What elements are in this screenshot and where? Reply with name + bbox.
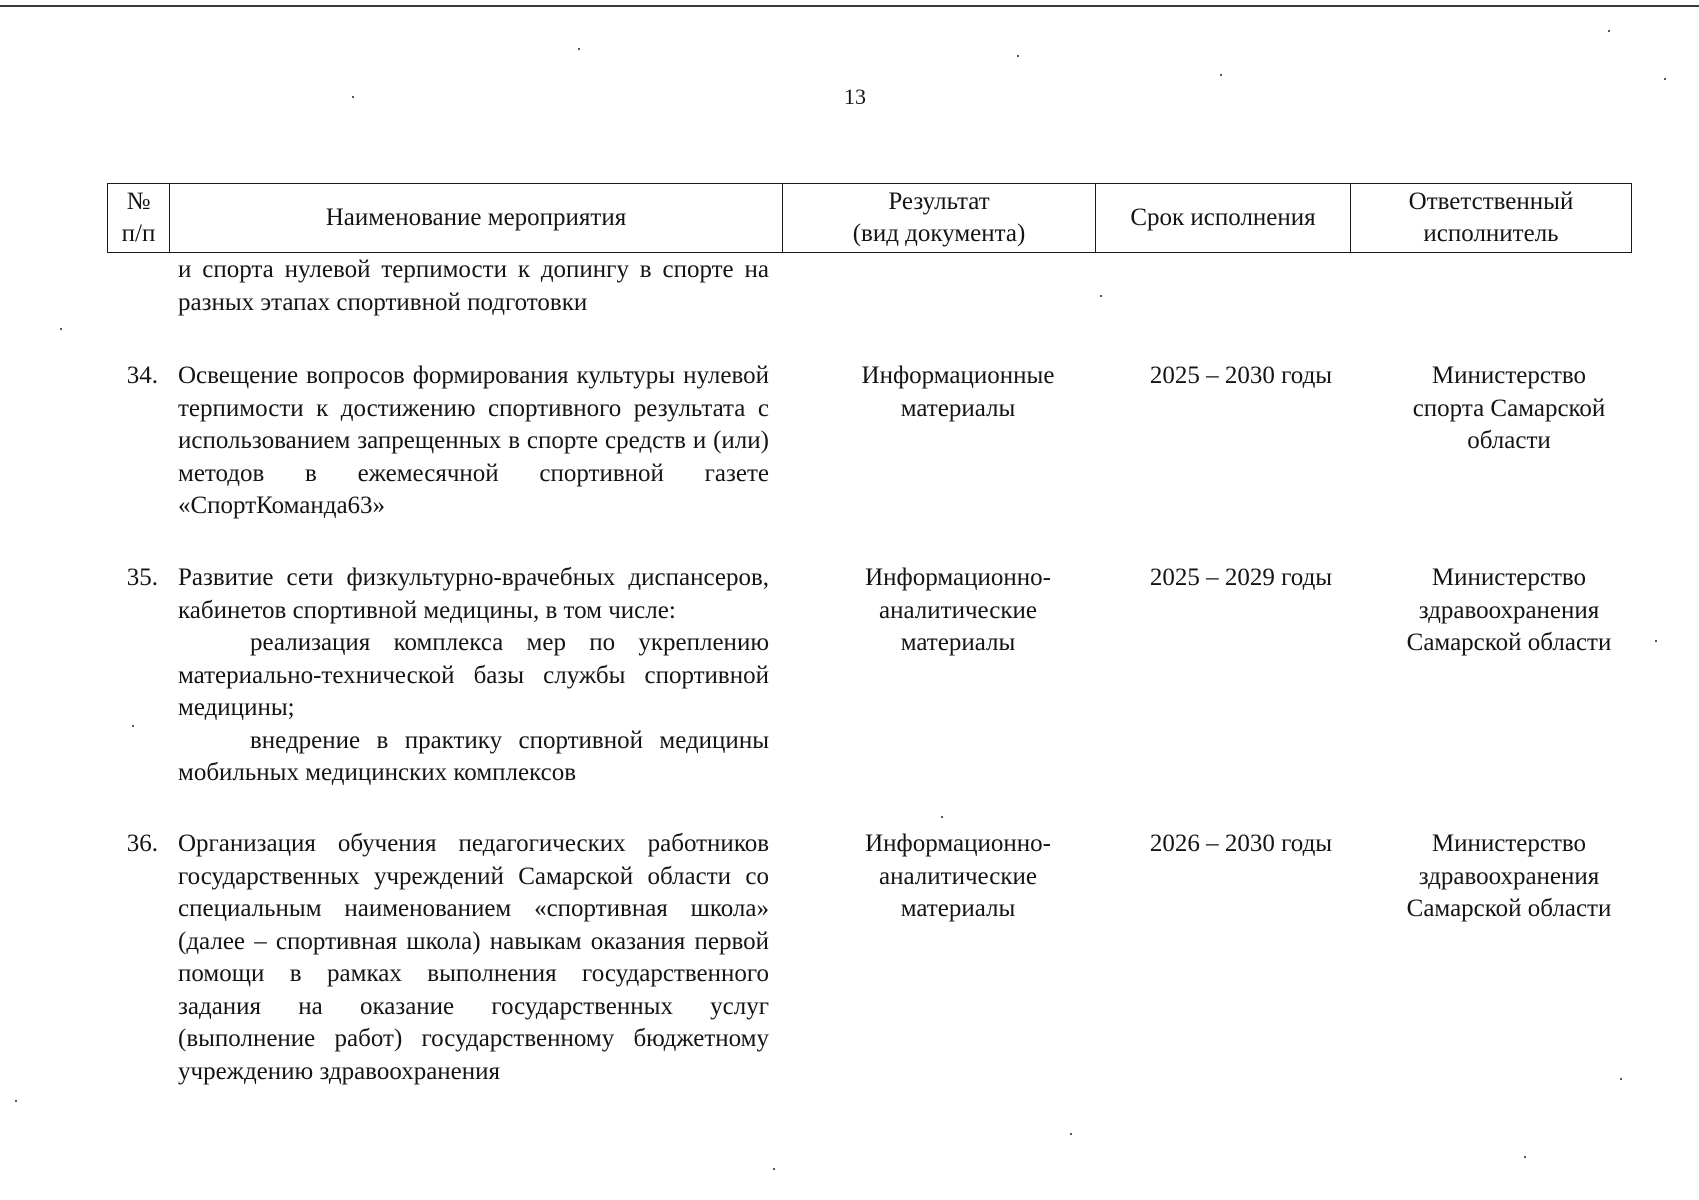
scan-speck: [1100, 295, 1102, 297]
scan-speck: [1220, 74, 1222, 76]
row-responsible-line: области: [1467, 427, 1551, 454]
row-result-line: материалы: [900, 895, 1016, 922]
header-responsible: [1351, 184, 1632, 253]
scan-speck: [1524, 1156, 1526, 1158]
scan-speck: [773, 1168, 775, 1170]
header-term-label: Срок исполнения: [1130, 204, 1316, 231]
scan-speck: [1608, 30, 1610, 32]
scan-speck: [1620, 1078, 1622, 1080]
row-responsible-line: Самарской области: [1406, 895, 1612, 922]
row-name-paragraph: Организация обучения педагогических работников государственных учреждений Самарской области со специальным наименованием «спортивная школа» (далее – спортивная школа) навыкам оказания первой помощи в рамках выполнения государственного задания на оказание государственных услуг (выполнение работ) государственному бюджетному учреждению здравоохранения: [178, 830, 769, 1085]
row-name-paragraph: реализация комплекса мер по укреплению материально-технической базы службы спортивной медицины;: [178, 629, 769, 721]
scan-speck: [60, 328, 62, 330]
row-result-line: Информационные: [861, 362, 1055, 389]
scan-speck: [1017, 55, 1019, 57]
row-result-line: аналитические: [879, 862, 1037, 890]
row-number: 36.: [126, 830, 158, 857]
row-name-paragraph: и спорта нулевой терпимости к допингу в спорте на разных этапах спортивной подготовки: [178, 256, 769, 316]
header-name-label: Наименование мероприятия: [325, 204, 627, 231]
row-responsible-line: здравоохранения: [1418, 596, 1600, 624]
header-result-line-2: (вид документа): [852, 220, 1026, 247]
row-name: [178, 254, 769, 319]
scan-speck: [941, 816, 943, 818]
row-name-paragraph: Освещение вопросов формирования культуры нулевой терпимости к достижению спортивного результата с использованием запрещенных в спорте средств и (или) методов в ежемесячной спортивной газете «СпортКоманда63»: [178, 362, 769, 519]
page-number: 13: [844, 84, 866, 109]
scan-speck: [1070, 1133, 1072, 1135]
row-responsible: [1368, 562, 1650, 660]
header-responsible-line-2: исполнитель: [1423, 220, 1559, 247]
row-name: [178, 360, 769, 523]
row-responsible-line: Министерство: [1431, 830, 1587, 857]
row-result-line: Информационно-: [865, 830, 1051, 857]
scan-speck: [1664, 78, 1666, 80]
row-result-line: аналитические: [879, 596, 1037, 624]
header-number-line-2: п/п: [121, 220, 156, 247]
scan-speck: [352, 96, 354, 98]
row-result-line: Информационно-: [865, 564, 1051, 591]
scan-speck: [15, 1100, 17, 1102]
header-number: [108, 184, 170, 253]
header-result-line-1: Результат: [888, 188, 990, 215]
row-name-paragraph: Развитие сети физкультурно-врачебных диспансеров, кабинетов спортивной медицины, в том числе:: [178, 564, 769, 624]
row-responsible-line: здравоохранения: [1418, 862, 1600, 890]
row-result: [802, 562, 1114, 660]
row-name-paragraph: внедрение в практику спортивной медицины мобильных медицинских комплексов: [178, 726, 769, 786]
row-term: 2025 – 2030 годы: [1149, 362, 1333, 389]
header-number-line-1: №: [126, 188, 151, 215]
page-top-rule: [0, 5, 1699, 7]
row-responsible: [1368, 360, 1650, 458]
row-result: [802, 360, 1114, 425]
header-responsible-line-1: Ответственный: [1408, 188, 1574, 215]
row-responsible: [1368, 828, 1650, 926]
row-term: 2026 – 2030 годы: [1149, 830, 1333, 857]
row-responsible-line: Самарской области: [1406, 629, 1612, 656]
scan-speck: [1655, 640, 1657, 642]
row-number: 35.: [126, 564, 158, 591]
scan-speck: [578, 48, 580, 50]
row-result-line: материалы: [900, 629, 1016, 656]
row-result-line: материалы: [900, 394, 1016, 422]
header-result: [783, 184, 1096, 253]
row-responsible-line: Министерство: [1431, 362, 1587, 389]
table-header: [107, 183, 1632, 253]
scan-speck: [132, 725, 134, 727]
row-result: [802, 828, 1114, 926]
row-name: [178, 828, 769, 1088]
header-term: [1096, 184, 1351, 253]
row-responsible-line: Министерство: [1431, 564, 1587, 591]
row-number: 34.: [126, 362, 158, 389]
row-responsible-line: спорта Самарской: [1412, 394, 1606, 422]
row-name: [178, 562, 769, 790]
header-name: [170, 184, 783, 253]
row-term: 2025 – 2029 годы: [1149, 564, 1333, 591]
